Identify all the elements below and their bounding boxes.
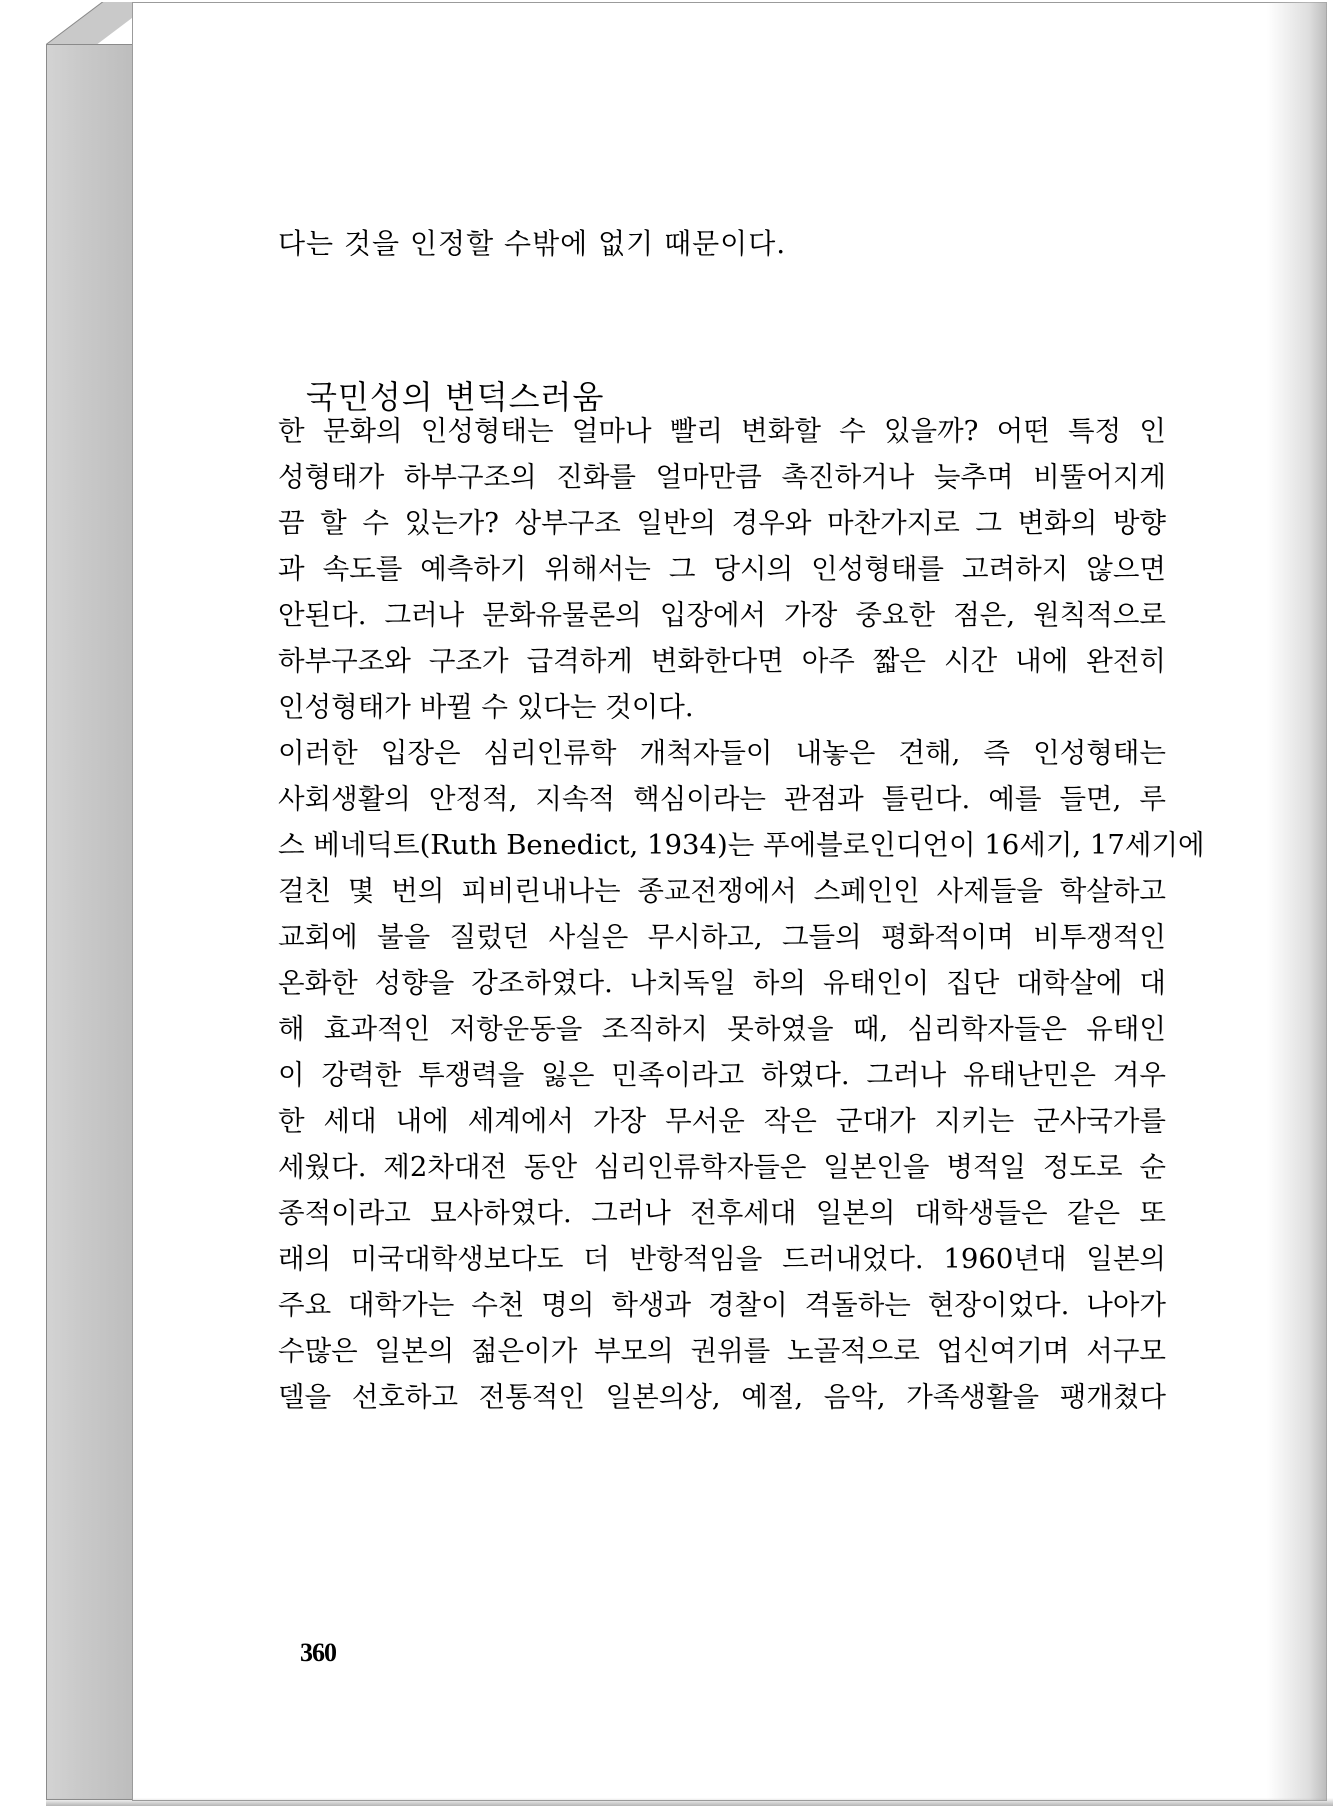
text-line: 끔 할 수 있는가? 상부구조 일반의 경우와 마찬가지로 그 변화의 방향	[278, 507, 1166, 539]
continuation-line: 다는 것을 인정할 수밖에 없기 때문이다.	[278, 227, 787, 260]
text-line: 종적이라고 묘사하였다. 그러나 전후세대 일본의 대학생들은 같은 또	[278, 1197, 1166, 1229]
text-line: 한 세대 내에 세계에서 가장 무서운 작은 군대가 지키는 군사국가를	[278, 1105, 1166, 1137]
text-line: 이러한 입장은 심리인류학 개척자들이 내놓은 견해, 즉 인성형태는	[278, 737, 1166, 769]
section-heading: 국민성의 변덕스러움	[306, 378, 605, 416]
page-number: 360	[300, 1638, 336, 1667]
text-line: 스 베네딕트(Ruth Benedict, 1934)는 푸에블로인디언이 16세기, 17세기에	[278, 829, 1205, 861]
text-line: 한 문화의 인성형태는 얼마나 빨리 변화할 수 있을까? 어떤 특정 인	[278, 415, 1166, 447]
text-line: 델을 선호하고 전통적인 일본의상, 예절, 음악, 가족생활을 팽개쳤다	[278, 1381, 1166, 1413]
text-line: 과 속도를 예측하기 위해서는 그 당시의 인성형태를 고려하지 않으면	[278, 553, 1166, 585]
text-line: 성형태가 하부구조의 진화를 얼마만큼 촉진하거나 늦추며 비뚤어지게	[278, 461, 1166, 493]
text-line: 안된다. 그러나 문화유물론의 입장에서 가장 중요한 점은, 원칙적으로	[278, 599, 1166, 631]
text-line: 인성형태가 바뀔 수 있다는 것이다.	[278, 691, 694, 723]
text-line: 이 강력한 투쟁력을 잃은 민족이라고 하였다. 그러나 유태난민은 겨우	[278, 1059, 1166, 1091]
text-line: 온화한 성향을 강조하였다. 나치독일 하의 유태인이 집단 대학살에 대	[278, 967, 1166, 999]
text-line: 주요 대학가는 수천 명의 학생과 경찰이 격돌하는 현장이었다. 나아가	[278, 1289, 1166, 1321]
text-line: 사회생활의 안정적, 지속적 핵심이라는 관점과 틀린다. 예를 들면, 루	[278, 783, 1166, 815]
text-line: 하부구조와 구조가 급격하게 변화한다면 아주 짧은 시간 내에 완전히	[278, 645, 1166, 677]
text-line: 래의 미국대학생보다도 더 반항적임을 드러내었다. 1960년대 일본의	[278, 1243, 1166, 1275]
text-line: 세웠다. 제2차대전 동안 심리인류학자들은 일본인을 병적일 정도로 순	[278, 1151, 1166, 1183]
text-line: 교회에 불을 질렀던 사실은 무시하고, 그들의 평화적이며 비투쟁적인	[278, 921, 1166, 953]
text-line: 해 효과적인 저항운동을 조직하지 못하였을 때, 심리학자들은 유태인	[278, 1013, 1166, 1045]
bottom-shadow	[46, 1798, 1333, 1806]
book-spine	[46, 44, 134, 1800]
text-line: 걸친 몇 번의 피비린내나는 종교전쟁에서 스페인인 사제들을 학살하고	[278, 875, 1166, 907]
text-line: 수많은 일본의 젊은이가 부모의 권위를 노골적으로 업신여기며 서구모	[278, 1335, 1166, 1367]
